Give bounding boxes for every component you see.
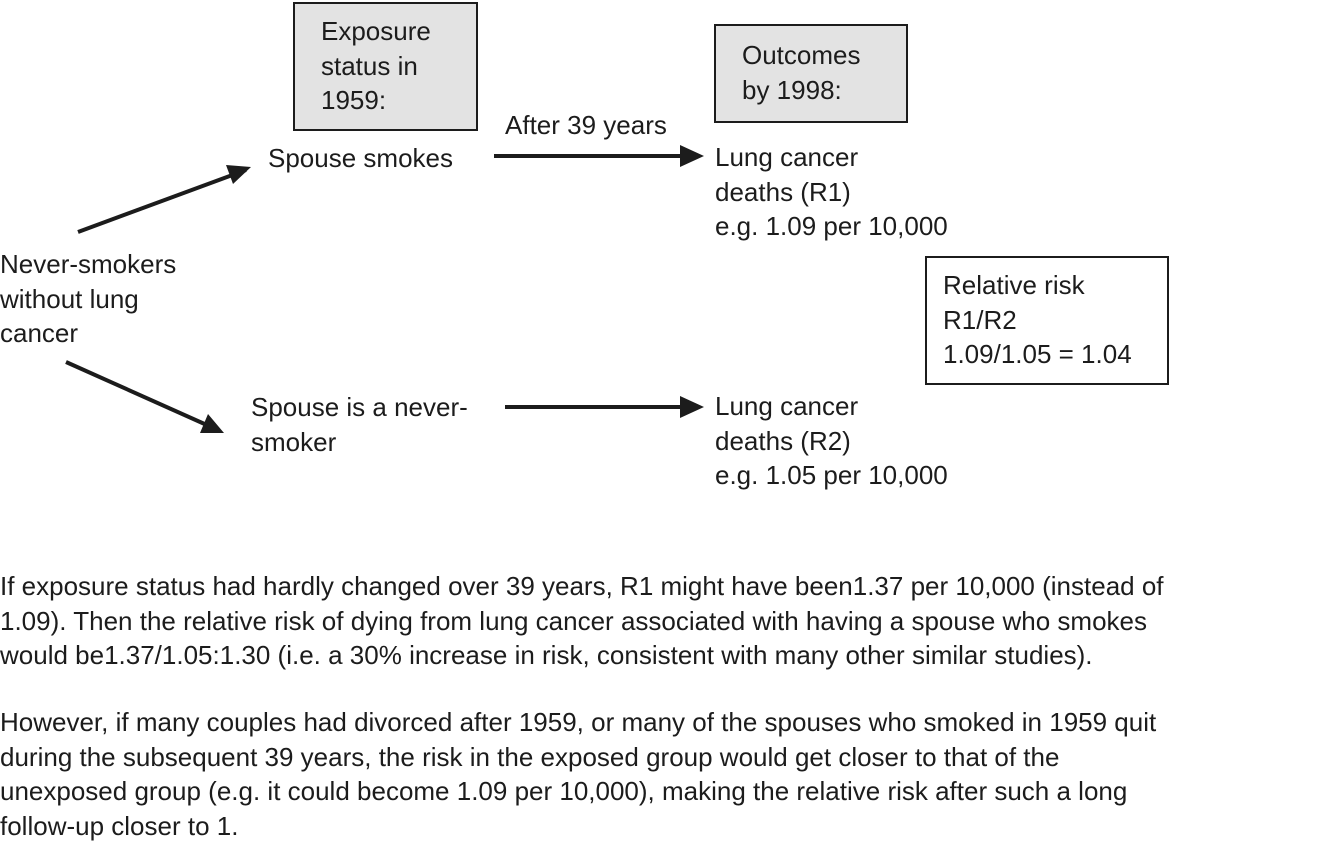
relative-risk-line-3: 1.09/1.05 = 1.04 xyxy=(943,337,1167,372)
group-spouse-smokes: Spouse smokes xyxy=(268,141,453,176)
outcome-unexposed-line-2: deaths (R2) xyxy=(715,424,948,459)
unexposed-line-1: Spouse is a never- xyxy=(251,390,468,425)
outcome-exposed-line-2: deaths (R1) xyxy=(715,175,948,210)
paragraph-1-line-1: If exposure status had hardly changed over 39 years, R1 might have been1.37 per 10,000 (instead of xyxy=(0,569,1317,604)
outcomes-line-2: by 1998: xyxy=(742,73,906,108)
outcome-unexposed-line-3: e.g. 1.05 per 10,000 xyxy=(715,458,948,493)
paragraph-2 xyxy=(0,705,1317,843)
exposure-status-box xyxy=(293,2,478,131)
unexposed-line-2: smoker xyxy=(251,425,468,460)
outcome-exposed-line-1: Lung cancer xyxy=(715,140,948,175)
arrow-label-after-39-years: After 39 years xyxy=(505,108,667,143)
outcomes-line-1: Outcomes xyxy=(742,38,906,73)
paragraph-1-line-3: would be1.37/1.05:1.30 (i.e. a 30% increase in risk, consistent with many other similar studies). xyxy=(0,638,1317,673)
arrowhead-exposed-outcome-icon xyxy=(680,145,704,167)
arrowhead-unexposed-outcome-icon xyxy=(680,396,704,418)
group-spouse-never-smoker xyxy=(251,390,468,459)
exposure-line-3: 1959: xyxy=(321,83,476,118)
paragraph-1 xyxy=(0,569,1317,673)
arrowhead-spouse-smokes-icon xyxy=(226,165,251,184)
population-line-3: cancer xyxy=(0,316,176,351)
arrow-to-spouse-never-smoker xyxy=(66,362,218,430)
outcome-exposed-r1 xyxy=(715,140,948,244)
paragraph-2-line-4: follow-up closer to 1. xyxy=(0,809,1317,843)
paragraph-1-line-2: 1.09). Then the relative risk of dying from lung cancer associated with having a spouse who smokes xyxy=(0,604,1317,639)
outcomes-box xyxy=(714,24,908,123)
paragraph-2-line-1: However, if many couples had divorced after 1959, or many of the spouses who smoked in 1959 quit xyxy=(0,705,1317,740)
outcome-unexposed-r2 xyxy=(715,389,948,493)
paragraph-2-line-3: unexposed group (e.g. it could become 1.09 per 10,000), making the relative risk after such a long xyxy=(0,774,1317,809)
population-line-2: without lung xyxy=(0,282,176,317)
relative-risk-line-1: Relative risk xyxy=(943,268,1167,303)
outcome-unexposed-line-1: Lung cancer xyxy=(715,389,948,424)
exposure-line-1: Exposure xyxy=(321,14,476,49)
relative-risk-line-2: R1/R2 xyxy=(943,303,1167,338)
population-label xyxy=(0,247,176,351)
population-line-1: Never-smokers xyxy=(0,247,176,282)
relative-risk-box xyxy=(925,256,1169,385)
outcome-exposed-line-3: e.g. 1.09 per 10,000 xyxy=(715,209,948,244)
paragraph-2-line-2: during the subsequent 39 years, the risk in the exposed group would get closer to that of the xyxy=(0,740,1317,775)
exposure-line-2: status in xyxy=(321,49,476,84)
arrow-to-spouse-smokes xyxy=(78,170,246,232)
